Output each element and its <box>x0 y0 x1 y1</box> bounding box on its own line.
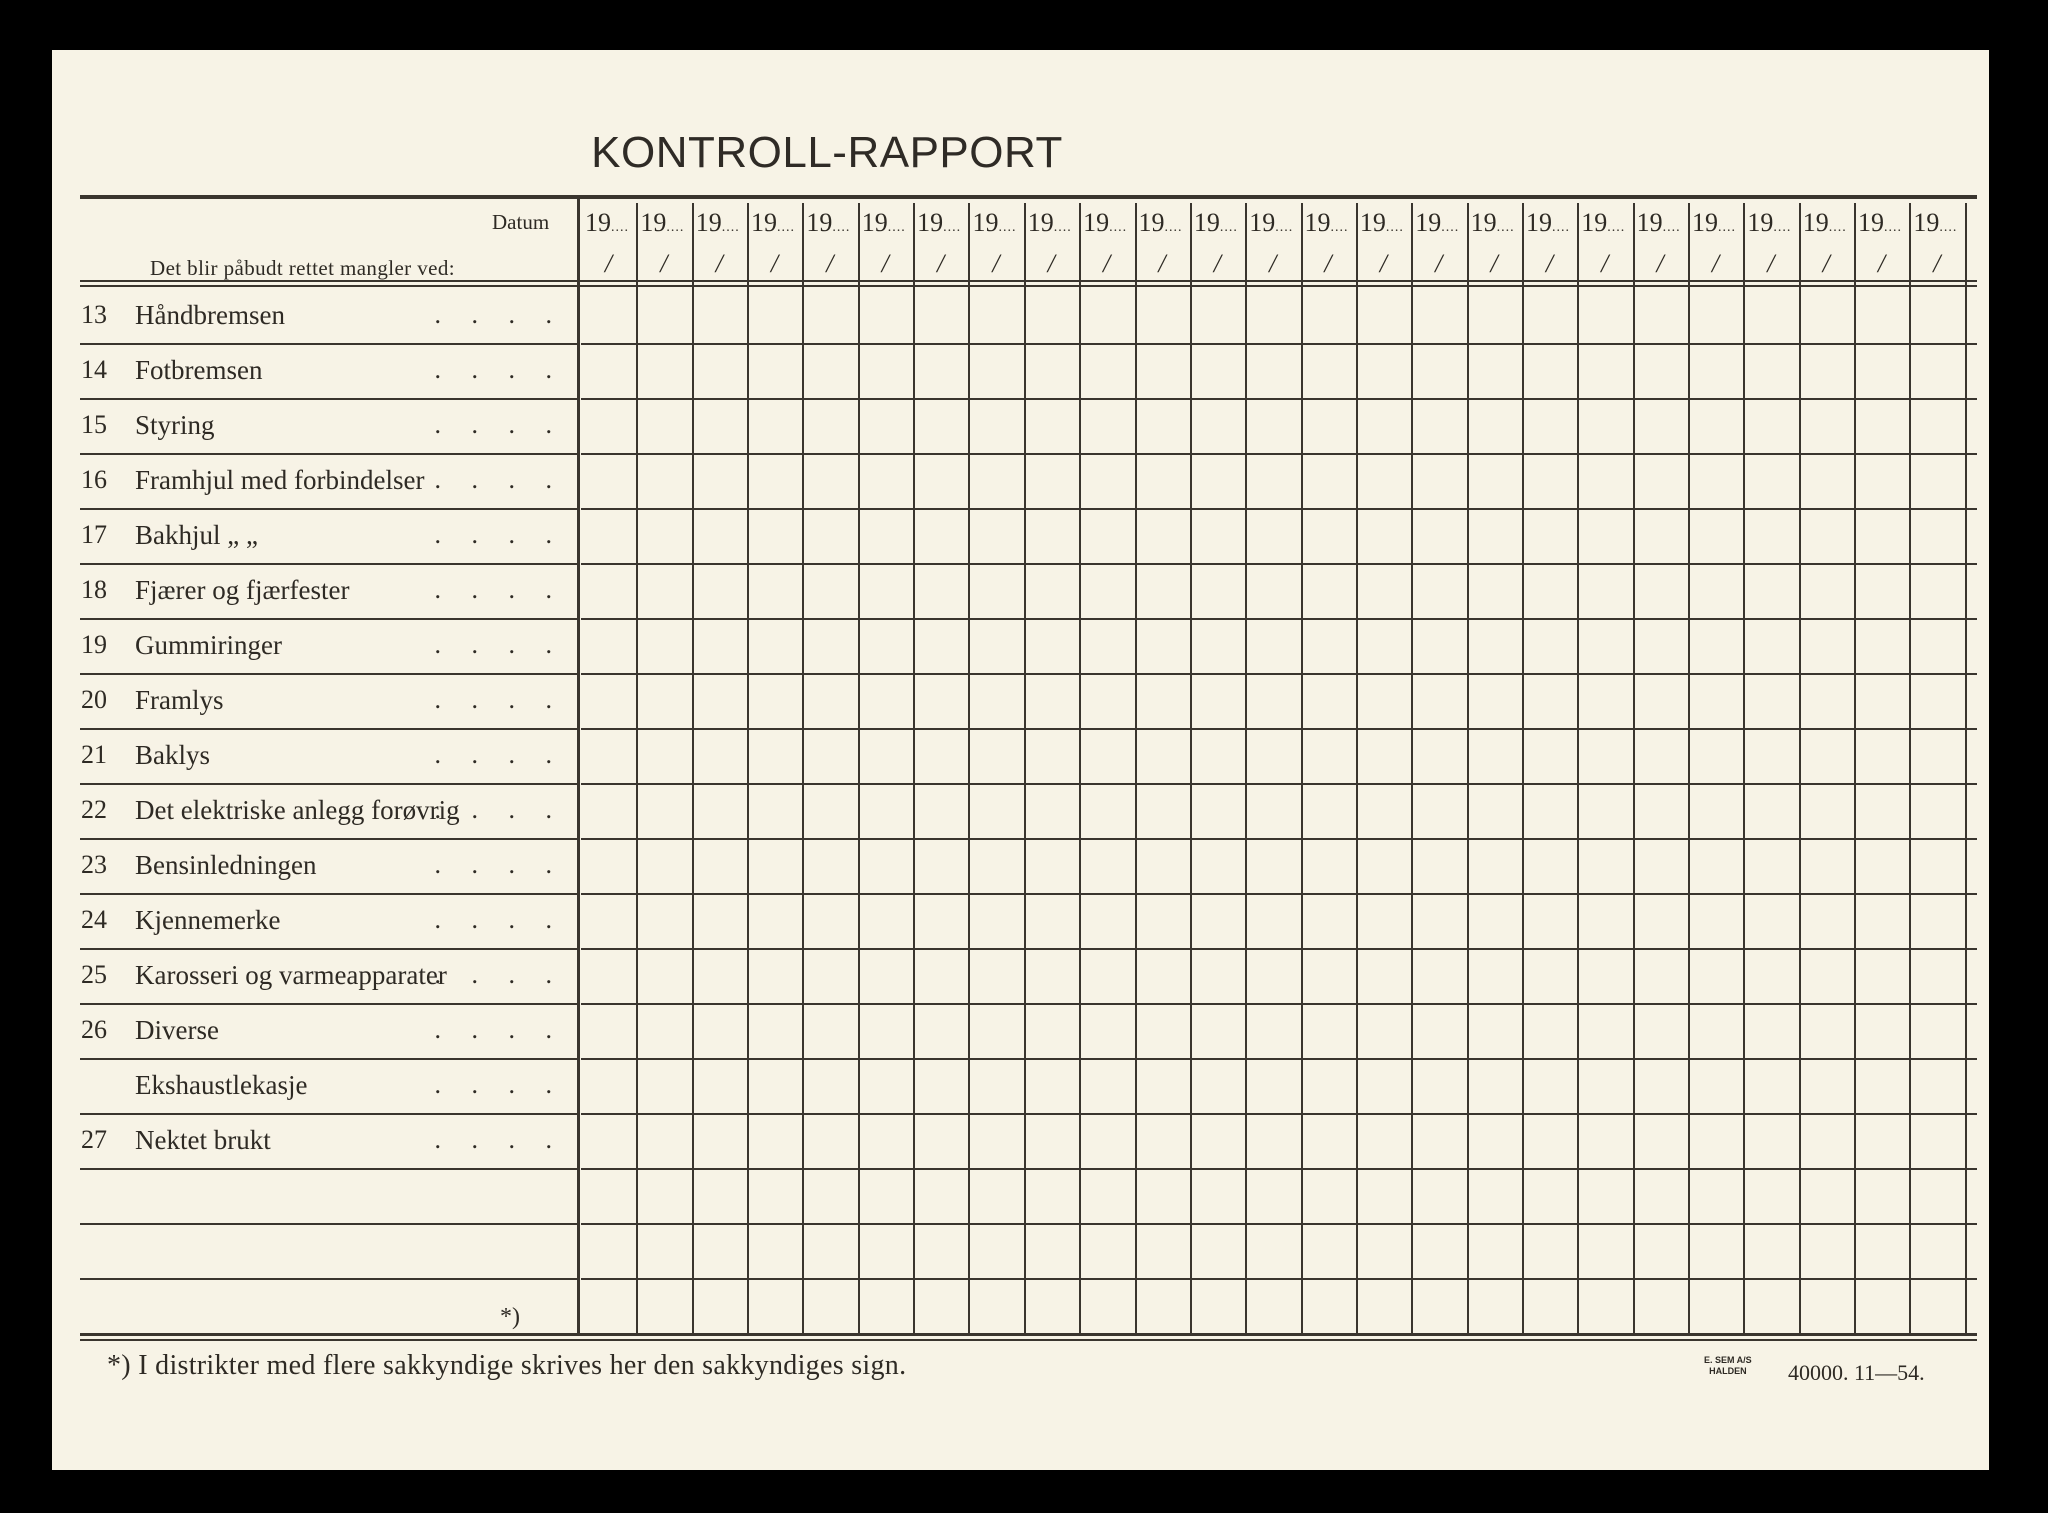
column-year-field <box>747 208 802 238</box>
column-date-slash: / <box>1767 249 1775 278</box>
item-number: 14 <box>81 355 107 384</box>
column-year-field <box>1190 208 1245 238</box>
item-label: Styring <box>135 410 215 440</box>
year-prefix: 19 <box>585 208 611 237</box>
year-fill-dots: .... <box>1219 220 1238 235</box>
column-year-field <box>1245 208 1300 238</box>
column-date-slash: / <box>992 249 1000 278</box>
year-prefix: 19 <box>1359 208 1386 237</box>
year-fill-dots: .... <box>832 220 851 235</box>
item-label: Håndbremsen <box>135 300 285 330</box>
column-date-slash: / <box>604 249 613 278</box>
date-column-line <box>1909 203 1911 1333</box>
year-prefix: 19 <box>1692 208 1718 237</box>
item-label: Det elektriske anlegg forøvrig <box>135 795 460 825</box>
label-row-line <box>80 893 577 895</box>
grid-row-line <box>581 1058 1977 1060</box>
label-row-line <box>80 1003 577 1005</box>
column-year-field <box>968 208 1023 238</box>
grid-row-line <box>581 948 1977 950</box>
date-column-line <box>1079 203 1081 1333</box>
column-year-field <box>802 208 857 238</box>
column-date-slash: / <box>881 249 889 278</box>
leader-dots: . . . . <box>434 850 564 879</box>
grid-row-line <box>581 343 1977 345</box>
column-date-slash: / <box>1269 249 1277 278</box>
label-row-line <box>80 343 577 345</box>
printer-imprint <box>1704 1355 1752 1377</box>
date-column-line <box>1301 203 1303 1333</box>
item-label: Nektet brukt <box>135 1125 271 1155</box>
leader-dots: . . . . <box>434 410 564 439</box>
column-year-field <box>1909 208 1964 238</box>
grid-row-line <box>581 673 1977 675</box>
year-prefix: 19 <box>1747 208 1774 237</box>
year-prefix: 19 <box>1636 208 1663 237</box>
top-rule <box>80 195 1977 199</box>
date-column-line <box>1411 203 1413 1333</box>
column-year-field <box>913 208 968 238</box>
item-label: Framlys <box>135 685 224 715</box>
year-prefix: 19 <box>695 208 722 237</box>
column-year-field <box>1854 208 1909 238</box>
grid-row-line <box>581 783 1977 785</box>
date-column-line <box>1024 203 1026 1333</box>
column-year-field <box>581 208 636 238</box>
label-row-line <box>80 673 577 675</box>
label-column-border <box>577 199 580 1333</box>
year-fill-dots: .... <box>1607 220 1626 235</box>
item-number: 16 <box>81 465 107 494</box>
year-fill-dots: .... <box>1551 220 1570 235</box>
column-year-field <box>858 208 913 238</box>
column-date-slash: / <box>770 249 779 278</box>
date-column-line <box>1688 203 1690 1333</box>
leader-dots: . . . . <box>434 575 564 604</box>
date-column-line <box>968 203 970 1333</box>
label-row-line <box>80 618 577 620</box>
year-prefix: 19 <box>640 208 667 237</box>
year-prefix: 19 <box>1415 208 1442 237</box>
item-number: 20 <box>81 685 107 714</box>
year-fill-dots: .... <box>1718 220 1736 235</box>
leader-dots: . . . . <box>434 355 564 384</box>
item-number: 26 <box>81 1015 107 1044</box>
grid-row-line <box>581 508 1977 510</box>
item-number: 19 <box>81 630 107 659</box>
year-fill-dots: .... <box>1330 220 1349 235</box>
year-fill-dots: .... <box>1496 220 1515 235</box>
grid-row-line <box>581 398 1977 400</box>
grid-row-line <box>581 838 1977 840</box>
item-label: Diverse <box>135 1015 219 1045</box>
column-date-slash: / <box>1601 249 1609 278</box>
column-date-slash: / <box>660 249 668 278</box>
column-year-field <box>1135 208 1190 238</box>
label-row-line <box>80 453 577 455</box>
year-prefix: 19 <box>1027 208 1054 237</box>
label-row-line <box>80 1278 577 1280</box>
date-column-line <box>1190 203 1192 1333</box>
column-year-field <box>1743 208 1798 238</box>
item-label: Baklys <box>135 740 211 770</box>
grid-row-line <box>581 453 1977 455</box>
year-fill-dots: .... <box>1939 220 1958 235</box>
item-number: 23 <box>81 850 107 879</box>
column-date-slash: / <box>1103 249 1111 278</box>
label-row-line <box>80 783 577 785</box>
column-date-slash: / <box>1822 249 1830 278</box>
column-year-field <box>1577 208 1632 238</box>
datum-label: Datum <box>492 210 550 234</box>
leader-dots: . . . . <box>434 300 564 329</box>
grid-row-line <box>581 1223 1977 1225</box>
column-date-slash: / <box>1933 249 1941 278</box>
date-column-line <box>1965 203 1967 1333</box>
column-date-slash: / <box>1711 249 1720 278</box>
printer-city: HALDEN <box>1709 1366 1747 1376</box>
date-column-line <box>692 203 694 1333</box>
label-row-line <box>80 563 577 565</box>
column-date-slash: / <box>1324 249 1332 278</box>
grid-row-line <box>581 1003 1977 1005</box>
form-title: KONTROLL-RAPPORT <box>591 128 1063 177</box>
year-prefix: 19 <box>1138 208 1165 237</box>
year-prefix: 19 <box>917 208 944 237</box>
column-date-slash: / <box>826 249 834 278</box>
label-row-line <box>80 1223 577 1225</box>
column-year-field <box>1522 208 1577 238</box>
column-year-field <box>1411 208 1466 238</box>
year-fill-dots: .... <box>943 220 962 235</box>
year-prefix: 19 <box>1470 208 1497 237</box>
year-prefix: 19 <box>1802 208 1829 237</box>
item-number: 21 <box>81 740 107 769</box>
date-column-line <box>913 203 915 1333</box>
date-column-line <box>802 203 804 1333</box>
printer-name: E. SEM A/S <box>1704 1355 1752 1365</box>
item-label: Ekshaustlekasje <box>135 1070 308 1100</box>
year-fill-dots: .... <box>1828 220 1847 235</box>
leader-dots: . . . . <box>434 740 564 769</box>
year-prefix: 19 <box>1083 208 1110 237</box>
item-label: Framhjul med forbindelser <box>135 465 425 495</box>
leader-dots: . . . . <box>434 1015 564 1044</box>
item-label: Fotbremsen <box>135 355 263 385</box>
column-year-field <box>1688 208 1743 238</box>
year-prefix: 19 <box>1304 208 1331 237</box>
item-label: Gummiringer <box>135 630 282 660</box>
item-label: Bensinledningen <box>135 850 317 880</box>
print-run-info: 40000. 11—54. <box>1788 1360 1925 1385</box>
year-prefix: 19 <box>751 208 778 237</box>
item-number: 17 <box>81 520 107 549</box>
item-label: Fjærer og fjærfester <box>135 575 350 605</box>
year-prefix: 19 <box>1913 208 1940 237</box>
date-column-line <box>1799 203 1801 1333</box>
item-number: 13 <box>81 300 107 329</box>
date-column-line <box>1854 203 1856 1333</box>
column-date-slash: / <box>715 249 723 278</box>
year-fill-dots: .... <box>998 220 1017 235</box>
year-fill-dots: .... <box>1884 220 1903 235</box>
column-year-field <box>1079 208 1134 238</box>
date-column-line <box>636 203 638 1333</box>
grid-row-line <box>581 618 1977 620</box>
item-number: 27 <box>81 1125 107 1154</box>
item-label: Kjennemerke <box>135 905 281 935</box>
header-rule-lower <box>80 285 1977 287</box>
label-row-line <box>80 508 577 510</box>
column-year-field <box>1024 208 1079 238</box>
year-prefix: 19 <box>1858 208 1885 237</box>
leader-dots: . . . . <box>434 1125 564 1154</box>
column-year-field <box>1799 208 1854 238</box>
column-date-slash: / <box>1047 249 1055 278</box>
leader-dots: . . . . <box>434 520 564 549</box>
leader-dots: . . . . <box>434 630 564 659</box>
bottom-rule-lower <box>80 1339 1977 1341</box>
year-fill-dots: .... <box>1773 220 1792 235</box>
column-date-slash: / <box>1877 249 1886 278</box>
date-column-line <box>1245 203 1247 1333</box>
column-year-field <box>1467 208 1522 238</box>
grid-row-line <box>581 728 1977 730</box>
item-number: 25 <box>81 960 107 989</box>
column-date-slash: / <box>1545 249 1554 278</box>
year-fill-dots: .... <box>1109 220 1128 235</box>
column-date-slash: / <box>1158 249 1166 278</box>
year-prefix: 19 <box>861 208 888 237</box>
item-number: 18 <box>81 575 107 604</box>
label-row-line <box>80 838 577 840</box>
year-fill-dots: .... <box>1385 220 1404 235</box>
item-number: 15 <box>81 410 107 439</box>
year-fill-dots: .... <box>1662 220 1681 235</box>
date-column-line <box>1467 203 1469 1333</box>
year-prefix: 19 <box>1193 208 1220 237</box>
date-column-line <box>1633 203 1635 1333</box>
column-date-slash: / <box>1490 249 1498 278</box>
item-number: 24 <box>81 905 107 934</box>
year-fill-dots: .... <box>666 220 685 235</box>
year-prefix: 19 <box>806 208 833 237</box>
column-year-field <box>1356 208 1411 238</box>
leader-dots: . . . . <box>434 960 564 989</box>
grid-row-line <box>581 1278 1977 1280</box>
column-date-slash: / <box>1213 249 1221 278</box>
label-row-line <box>80 728 577 730</box>
signature-row-marker: *) <box>500 1304 520 1330</box>
year-fill-dots: .... <box>887 220 906 235</box>
date-column-line <box>1356 203 1358 1333</box>
year-fill-dots: .... <box>1053 220 1072 235</box>
column-date-slash: / <box>1656 249 1664 278</box>
grid-row-line <box>581 893 1977 895</box>
leader-dots: . . . . <box>434 795 564 824</box>
label-row-line <box>80 398 577 400</box>
bottom-rule-upper <box>80 1333 1977 1336</box>
column-date-slash: / <box>1379 249 1387 278</box>
header-instruction: Det blir påbudt rettet mangler ved: <box>150 256 455 280</box>
leader-dots: . . . . <box>434 685 564 714</box>
year-prefix: 19 <box>972 208 999 237</box>
column-year-field <box>1301 208 1356 238</box>
year-fill-dots: .... <box>1275 220 1294 235</box>
leader-dots: . . . . <box>434 465 564 494</box>
column-date-slash: / <box>1435 249 1443 278</box>
date-column-line <box>747 203 749 1333</box>
grid-row-line <box>581 563 1977 565</box>
grid-row-line <box>581 1168 1977 1170</box>
leader-dots: . . . . <box>434 905 564 934</box>
leader-dots: . . . . <box>434 1070 564 1099</box>
year-fill-dots: .... <box>777 220 796 235</box>
label-row-line <box>80 1168 577 1170</box>
item-label: Karosseri og varmeapparater <box>135 960 447 990</box>
date-column-line <box>1135 203 1137 1333</box>
year-prefix: 19 <box>1525 208 1552 237</box>
column-year-field <box>636 208 691 238</box>
column-year-field <box>692 208 747 238</box>
inspection-form-card <box>52 50 1989 1470</box>
date-column-line <box>1522 203 1524 1333</box>
year-fill-dots: .... <box>611 220 629 235</box>
column-date-slash: / <box>936 249 945 278</box>
footnote-text: *) I distrikter med flere sakkyndige skrives her den sakkyndiges sign. <box>107 1350 907 1381</box>
grid-row-line <box>581 1113 1977 1115</box>
date-column-line <box>1743 203 1745 1333</box>
year-fill-dots: .... <box>1164 220 1183 235</box>
year-fill-dots: .... <box>1441 220 1460 235</box>
item-number: 22 <box>81 795 107 824</box>
date-column-line <box>858 203 860 1333</box>
column-year-field <box>1633 208 1688 238</box>
label-row-line <box>80 1058 577 1060</box>
item-label: Bakhjul „ „ <box>135 520 258 550</box>
year-prefix: 19 <box>1249 208 1276 237</box>
year-fill-dots: .... <box>721 220 740 235</box>
year-prefix: 19 <box>1581 208 1608 237</box>
label-row-line <box>80 1113 577 1115</box>
label-row-line <box>80 948 577 950</box>
date-column-line <box>1577 203 1579 1333</box>
